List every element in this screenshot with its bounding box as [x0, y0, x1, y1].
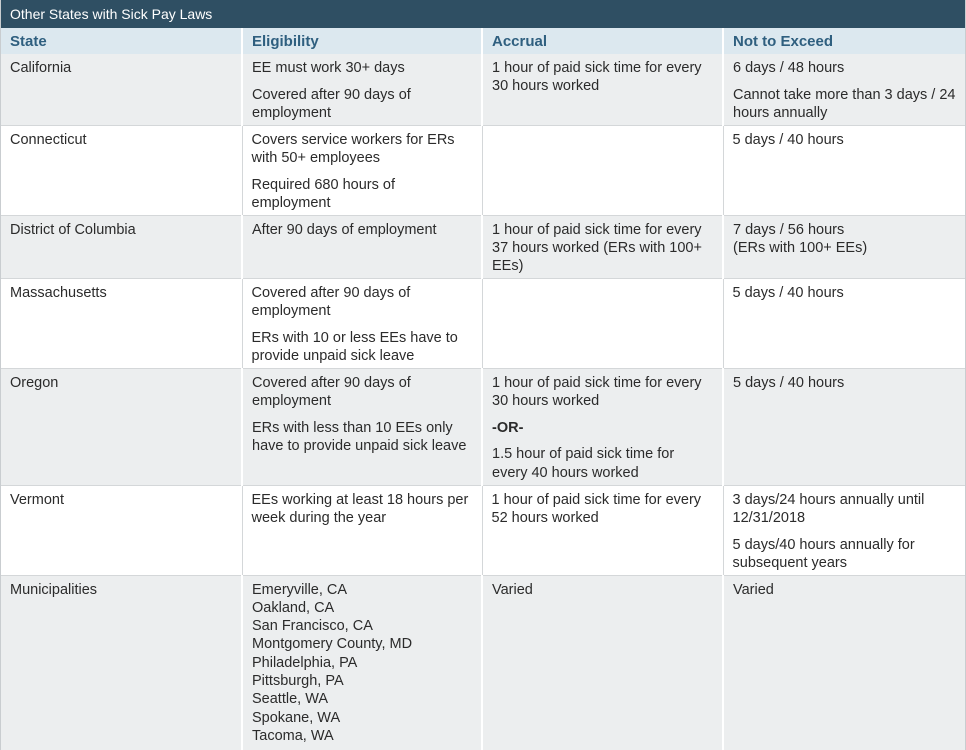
column-header-accrual: Accrual — [482, 28, 723, 54]
limit-text: 6 days / 48 hours — [733, 60, 845, 76]
accrual-text: 1.5 hour of paid sick time for every 40 hours worked — [492, 446, 675, 481]
municipality-name: Tacoma, WA — [252, 727, 334, 744]
eligibility-text: ERs with less than 10 EEs only have to provide unpaid sick leave — [252, 419, 467, 454]
accrual-cell — [482, 215, 723, 278]
accrual-or-separator: -OR- — [492, 419, 524, 436]
limit-text: Cannot take more than 3 days / 24 hours annually — [733, 86, 956, 122]
state-name: Oregon — [10, 374, 59, 391]
state-name: Vermont — [10, 491, 64, 508]
accrual-cell — [482, 368, 723, 485]
eligibility-text: ERs with 10 or less EEs have to provide unpaid sick leave — [251, 329, 458, 364]
state-name: Massachusetts — [10, 284, 107, 301]
eligibility-text: Covered after 90 days of employment — [251, 284, 411, 319]
accrual-cell — [482, 54, 723, 125]
eligibility-text: EE must work 30+ days — [252, 60, 405, 76]
state-cell — [1, 125, 242, 215]
state-cell — [1, 485, 242, 575]
eligibility-cell — [242, 54, 482, 125]
limit-text: Varied — [733, 581, 774, 598]
table-row-massachusetts — [1, 278, 965, 368]
column-header-eligibility: Eligibility — [242, 28, 482, 54]
accrual-cell — [482, 278, 723, 368]
municipality-name: Montgomery County, MD — [252, 636, 413, 653]
eligibility-cell — [242, 278, 482, 368]
table-row-vermont — [1, 485, 965, 575]
accrual-cell — [482, 575, 723, 750]
state-cell — [1, 278, 242, 368]
accrual-text: 1 hour of paid sick time for every 30 hours worked — [492, 60, 702, 95]
state-cell — [1, 215, 242, 278]
accrual-text: 1 hour of paid sick time for every 30 hours worked — [492, 374, 702, 409]
not-to-exceed-cell — [723, 368, 965, 485]
accrual-cell — [482, 485, 723, 575]
table-row-california — [1, 54, 965, 125]
not-to-exceed-cell — [723, 125, 965, 215]
not-to-exceed-cell — [723, 215, 965, 278]
limit-text: 5 days / 40 hours — [733, 374, 845, 391]
limit-text: 5 days/40 hours annually for subsequent years — [732, 536, 915, 571]
municipality-name: Spokane, WA — [252, 709, 341, 726]
table-title: Other States with Sick Pay Laws — [1, 0, 965, 28]
municipality-name: Emeryville, CA — [252, 581, 348, 598]
eligibility-text: Required 680 hours of employment — [251, 176, 395, 211]
state-name: California — [10, 60, 72, 76]
header-row — [1, 28, 965, 54]
eligibility-text: Covered after 90 days of employment — [252, 86, 411, 122]
eligibility-cell — [242, 125, 482, 215]
table-row-oregon — [1, 368, 965, 485]
limit-text: 3 days/24 hours annually until 12/31/2018 — [732, 491, 925, 526]
table-row-municipalities — [1, 575, 965, 750]
not-to-exceed-cell — [723, 54, 965, 125]
eligibility-text: After 90 days of employment — [252, 221, 437, 238]
accrual-text: 1 hour of paid sick time for every 52 hours worked — [491, 491, 702, 526]
not-to-exceed-cell — [723, 485, 965, 575]
state-cell — [1, 368, 242, 485]
state-cell — [1, 54, 242, 125]
state-name: Connecticut — [10, 131, 87, 148]
limit-text: (ERs with 100+ EEs) — [733, 239, 868, 256]
column-header-state: State — [1, 28, 242, 54]
municipality-name: Oakland, CA — [252, 599, 335, 616]
not-to-exceed-cell — [723, 278, 965, 368]
state-cell — [1, 575, 242, 750]
eligibility-text: EEs working at least 18 hours per week during the year — [251, 491, 469, 526]
eligibility-cell — [242, 215, 482, 278]
table-row-district-of-columbia — [1, 215, 965, 278]
eligibility-cell — [242, 575, 482, 750]
sick-pay-laws-table — [1, 28, 965, 750]
accrual-cell — [482, 125, 723, 215]
table-row-connecticut — [1, 125, 965, 215]
limit-text: 5 days / 40 hours — [732, 131, 844, 148]
accrual-text: Varied — [492, 581, 533, 598]
municipality-name: Pittsburgh, PA — [252, 672, 344, 689]
eligibility-text: Covered after 90 days of employment — [252, 374, 411, 409]
municipality-name: San Francisco, CA — [252, 618, 373, 635]
eligibility-text: Covers service workers for ERs with 50+ employees — [251, 131, 455, 166]
state-name: Municipalities — [10, 581, 98, 598]
limit-text: 5 days / 40 hours — [732, 284, 844, 301]
state-name: District of Columbia — [10, 221, 136, 238]
municipality-name: Seattle, WA — [252, 691, 329, 708]
eligibility-cell — [242, 368, 482, 485]
limit-text: 7 days / 56 hours — [733, 221, 845, 238]
not-to-exceed-cell — [723, 575, 965, 750]
eligibility-cell — [242, 485, 482, 575]
accrual-text: 1 hour of paid sick time for every 37 hours worked (ERs with 100+ EEs) — [492, 221, 702, 275]
municipality-name: Philadelphia, PA — [252, 654, 358, 671]
column-header-not-to-exceed: Not to Exceed — [723, 28, 965, 54]
